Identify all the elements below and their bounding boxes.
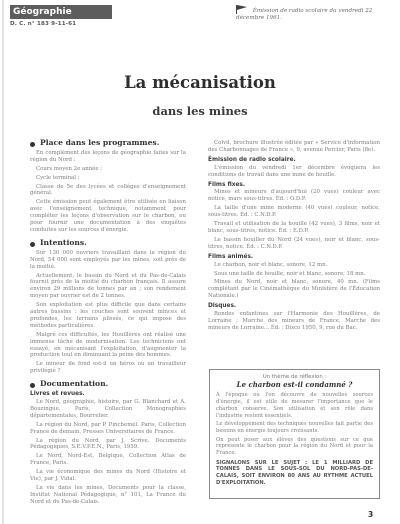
box-heading: Un thème de réflexion : [262, 374, 327, 380]
paragraph: En complément des leçons de géographie faites sur la région du Nord : [30, 149, 186, 163]
pennant-icon [236, 4, 248, 14]
paragraph: La taille d'une mine moderne (40 vues) couleur, notice, sous-titres. Éd. : C.N.D.P. [208, 205, 380, 219]
subsection-heading-films-fixes: Films fixes. [208, 181, 246, 188]
section-heading-text: Documentation. [40, 379, 109, 389]
paragraph: La région du Nord, par J. Scrive. Documents Pédagogiques, S.E.V.P.E.N., Paris, 1959. [30, 437, 186, 451]
bullet-icon [30, 383, 35, 388]
paragraph: Le Nord, Nord-Est, Belgique, Collection Atlas de France, Paris. [30, 453, 186, 467]
broadcast-note [236, 4, 396, 26]
paragraph: Colvil, brochure illustrée éditée par « Service d'information des Charbonnages de France », 9, avenue Percier, Paris (8e). [208, 140, 380, 153]
paragraph: Rondes enfantines sur l'Harmonie des Houillères, de Lorraine ; Marche des mineurs de France, Marche des mineurs de Lorraine... Éd. : Disco 1950, 9, rue du Bac. [208, 311, 380, 331]
subsection-heading-emission: Émission de radio scolaire. [208, 156, 296, 163]
paragraph: Le bassin houiller du Nord (24 vues), noir et blanc, sous-titres, notice. Éd. : C.N.D.P. [208, 236, 380, 250]
bullet-icon [30, 142, 35, 147]
paragraph: Cycle terminal ; [36, 174, 80, 181]
box-paragraph: On peut poser aux élèves des questions sur ce que représente le charbon pour la région du Nord et pour la France. [216, 436, 373, 457]
right-column [208, 140, 380, 334]
paragraph: Le mineur de fond est-il un héros ou un travailleur privilégié ? [30, 361, 186, 375]
paragraph: Sur 130 000 ouvriers travaillant dans la région du Nord, 54 000 sont employés par les mines, soit près de la moitié. [30, 249, 186, 270]
paragraph: Mines et mineurs d'aujourd'hui (20 vues) couleur avec notice, mars sous-titres. Éd. : O.D.P. [208, 189, 380, 203]
paragraph: Cette émission peut également être utilisée en liaison avec l'enseignement technique, notamment pour compléter les leçons d'observation sur le charbon, ou pour fournir une documentation à des enquêtes conduites sur les sources d'énergie. [30, 199, 186, 233]
paragraph: La vie dans les mines, Documents pour la classe, Institut National Pédagogique, n° 101, La France du Nord et du Pas-de-Calais. [30, 484, 186, 505]
subsection-heading-films-animes: Films animés. [208, 253, 254, 260]
page-title: La mécanisation [124, 73, 276, 92]
box-paragraph: Le développement des techniques nouvelles fait partie des besoins en énergie toujours croissants. [216, 421, 373, 434]
box-title: Le charbon est-il condamné ? [236, 379, 353, 389]
paragraph: Mines du Nord, noir et blanc, sonore, 40 mn. (Films complétant par le Cinémathèque du Ministère de l'Éducation Nationale.) [208, 279, 380, 300]
paragraph: Cours moyen 2e année ; [36, 165, 103, 172]
paragraph: Le Nord, géographie, histoire, par G. Blanchard et A. Bouzingue. Paris, Collection Monographies départementales, Bourrelier. [30, 399, 186, 419]
paragraph: Sous une taille de houille, noir et blanc, sonore, 18 mn. [214, 270, 366, 277]
left-column [30, 140, 186, 508]
paragraph: Malgré ces difficultés, les Houillères ont réalisé une immense tâche de modernisation. Les techniciens ont essayé, en mécanisant l'exploitation, d'augmenter la production tout en diminuant la peine des hommes. [30, 331, 186, 359]
broadcast-text: Émission de radio scolaire du vendredi 22 décembre 1961. [236, 8, 373, 21]
page-subtitle: dans les mines [152, 104, 248, 118]
paragraph: Travail et utilisation de la houille (42 vues), 3 films, noir et blanc, sous-titres, notice. Éd. : E.D.P. [208, 221, 380, 234]
section-heading-text: Place dans les programmes. [40, 138, 160, 147]
subsection-heading-disques: Disques. [208, 303, 237, 310]
paragraph: L'émission du vendredi 1er décembre évoquera les conditions de travail dans une mine de houille. [208, 164, 380, 178]
page-number: 3 [368, 510, 374, 519]
paragraph: Classe de 5e des lycées et collèges d'enseignement général. [30, 183, 186, 197]
box-paragraph: À l'époque où l'on découvre de nouvelles sources d'énergie, il est utile de mesurer l'importance que le charbon conserve. Son utilisation et son rôle dans l'industrie restent essentiels. [216, 392, 373, 419]
reflection-box [209, 369, 380, 499]
section-heading-text: Intentions. [40, 237, 87, 247]
document-reference: D. C. n° 183 9-11-61 [10, 21, 77, 27]
paragraph: La vie économique des mines du Nord (Histoire et Vie), par J. Vidal. [30, 469, 186, 483]
section-heading-documentation [30, 381, 186, 388]
bullet-icon [30, 242, 35, 247]
box-caps-note: SIGNALONS SUR LE SUJET : LE 1 MILLIARD DE TONNES DANS LE SOUS-SOL DU NORD-PAS-DE-CALAIS, SOIT ENVIRON 80 ANS AU RYTHME ACTUEL D'EXPLOITATION. [216, 459, 373, 486]
section-heading-intentions [30, 237, 186, 247]
subject-badge: Géographie [10, 5, 112, 19]
paragraph: Son exploitation est plus difficile que dans certains autres bassins : les couches sont souvent minces et profondes, les terrains plissés, ce qui impose des méthodes particulières. [30, 302, 186, 329]
paragraph: Le charbon, noir et blanc, sonore, 12 mn. [214, 261, 328, 268]
section-heading-place [30, 140, 186, 147]
paragraph: La région du Nord, par P. Pinchemel. Paris, Collection France de demain, Presses Universitaires de France. [30, 421, 186, 435]
subsection-heading: Livres et revues. [30, 391, 85, 398]
paragraph: Actuellement, le bassin du Nord et du Pas-de-Calais fournit près de la moitié du charbon français. Il assure environ 29 millions de tonnes par an ; son rendement moyen par ouvrier est de 2 tonnes. [30, 272, 186, 300]
